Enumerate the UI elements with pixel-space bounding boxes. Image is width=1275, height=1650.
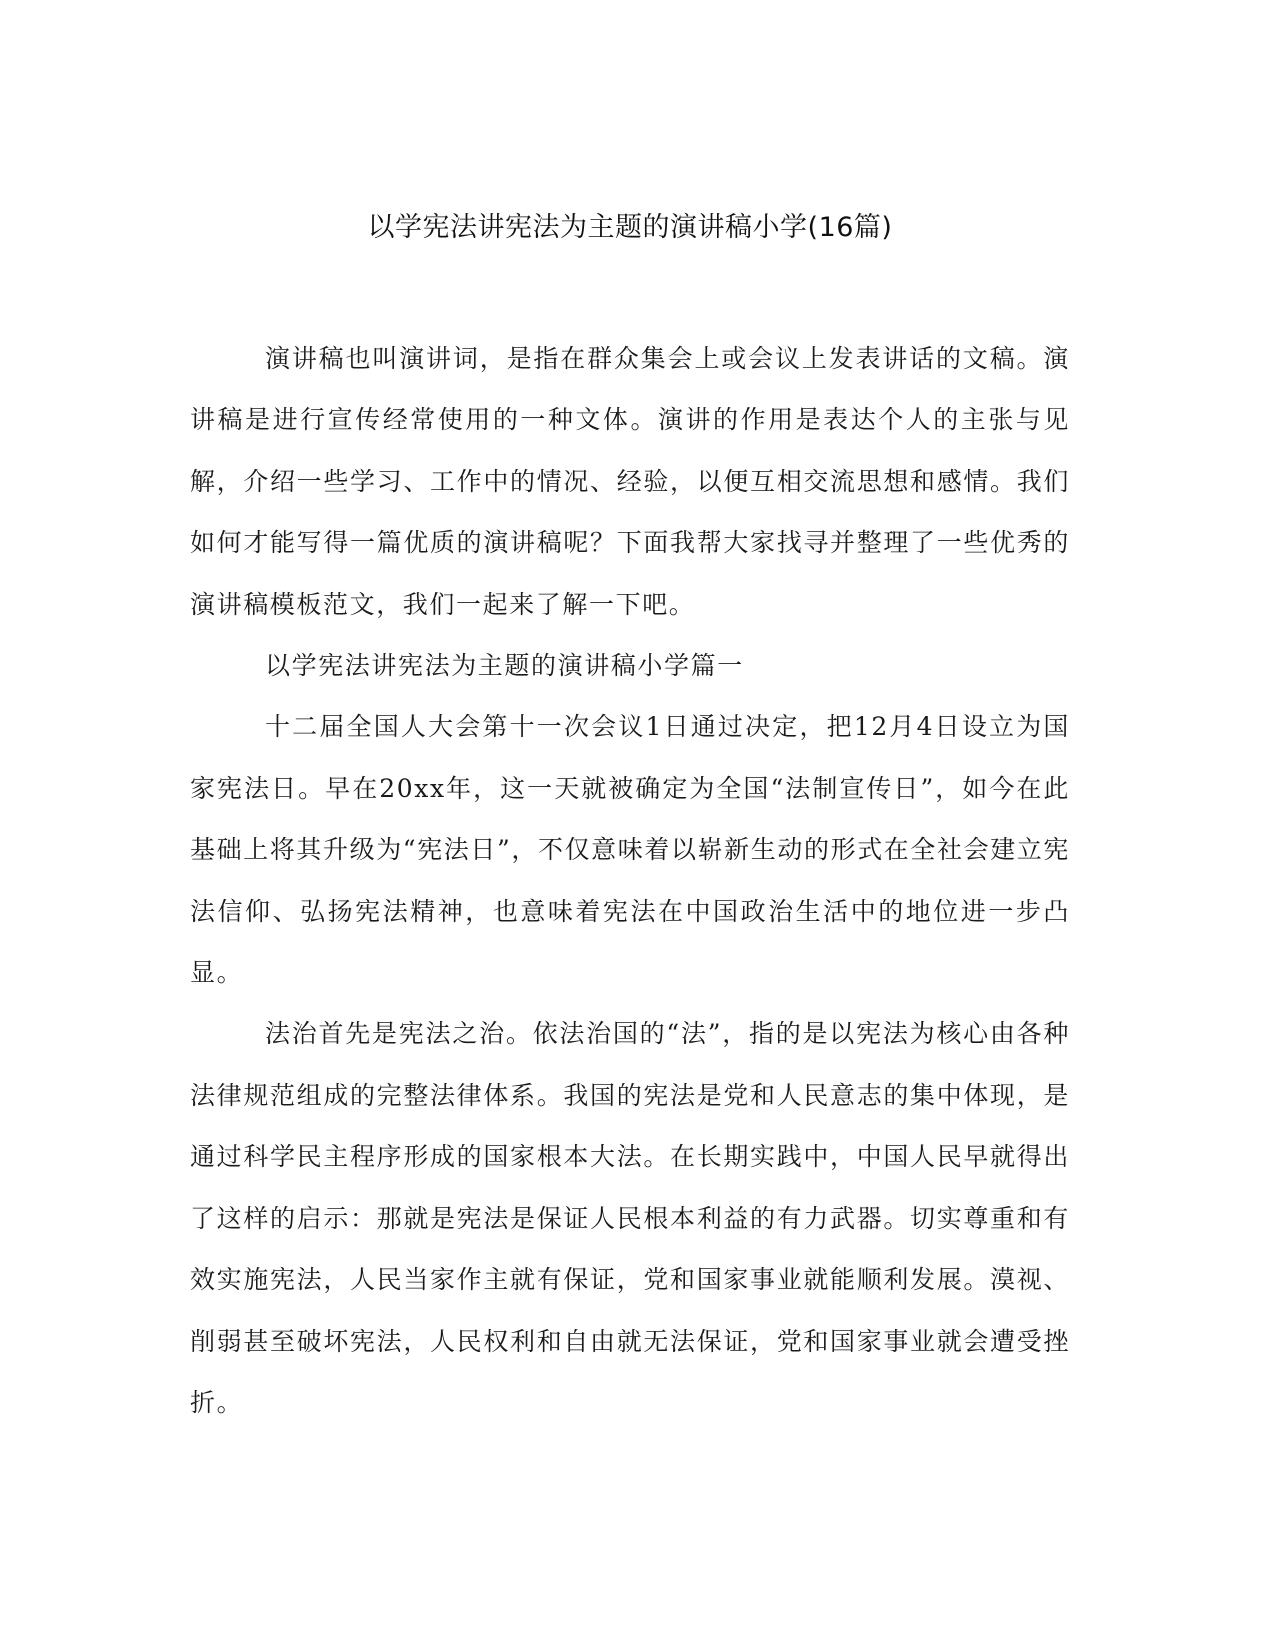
- document-body: [190, 328, 1070, 1433]
- section-heading: 以学宪法讲宪法为主题的演讲稿小学篇一: [265, 651, 744, 681]
- paragraph-rule-of-law: 法治首先是宪法之治。依法治国的“法”，指的是以宪法为核心由各种法律规范组成的完整法律体系。我国的宪法是党和人民意志的集中体现，是通过科学民主程序形成的国家根本大法。在长期实践中，中国人民早就得出了这样的启示：那就是宪法是保证人民根本利益的有力武器。切实尊重和有效实施宪法，人民当家作主就有保证，党和国家事业就能顺利发展。漠视、削弱甚至破坏宪法，人民权利和自由就无法保证，党和国家事业就会遭受挫折。: [190, 1019, 1070, 1417]
- paragraph-intro: 演讲稿也叫演讲词，是指在群众集会上或会议上发表讲话的文稿。演讲稿是进行宣传经常使用的一种文体。演讲的作用是表达个人的主张与见解，介绍一些学习、工作中的情况、经验，以便互相交流思想和感情。我们如何才能写得一篇优质的演讲稿呢？下面我帮大家找寻并整理了一些优秀的演讲稿模板范文，我们一起来了解一下吧。: [190, 344, 1070, 619]
- document-title: 以学宪法讲宪法为主题的演讲稿小学(16篇): [367, 212, 893, 243]
- paragraph-constitution-day: 十二届全国人大会第十一次会议1日通过决定，把12月4日设立为国家宪法日。早在20xx年，这一天就被确定为全国“法制宣传日”，如今在此基础上将其升级为“宪法日”，不仅意味着以崭新生动的形式在全社会建立宪法信仰、弘扬宪法精神，也意味着宪法在中国政治生活中的地位进一步凸显。: [190, 712, 1070, 988]
